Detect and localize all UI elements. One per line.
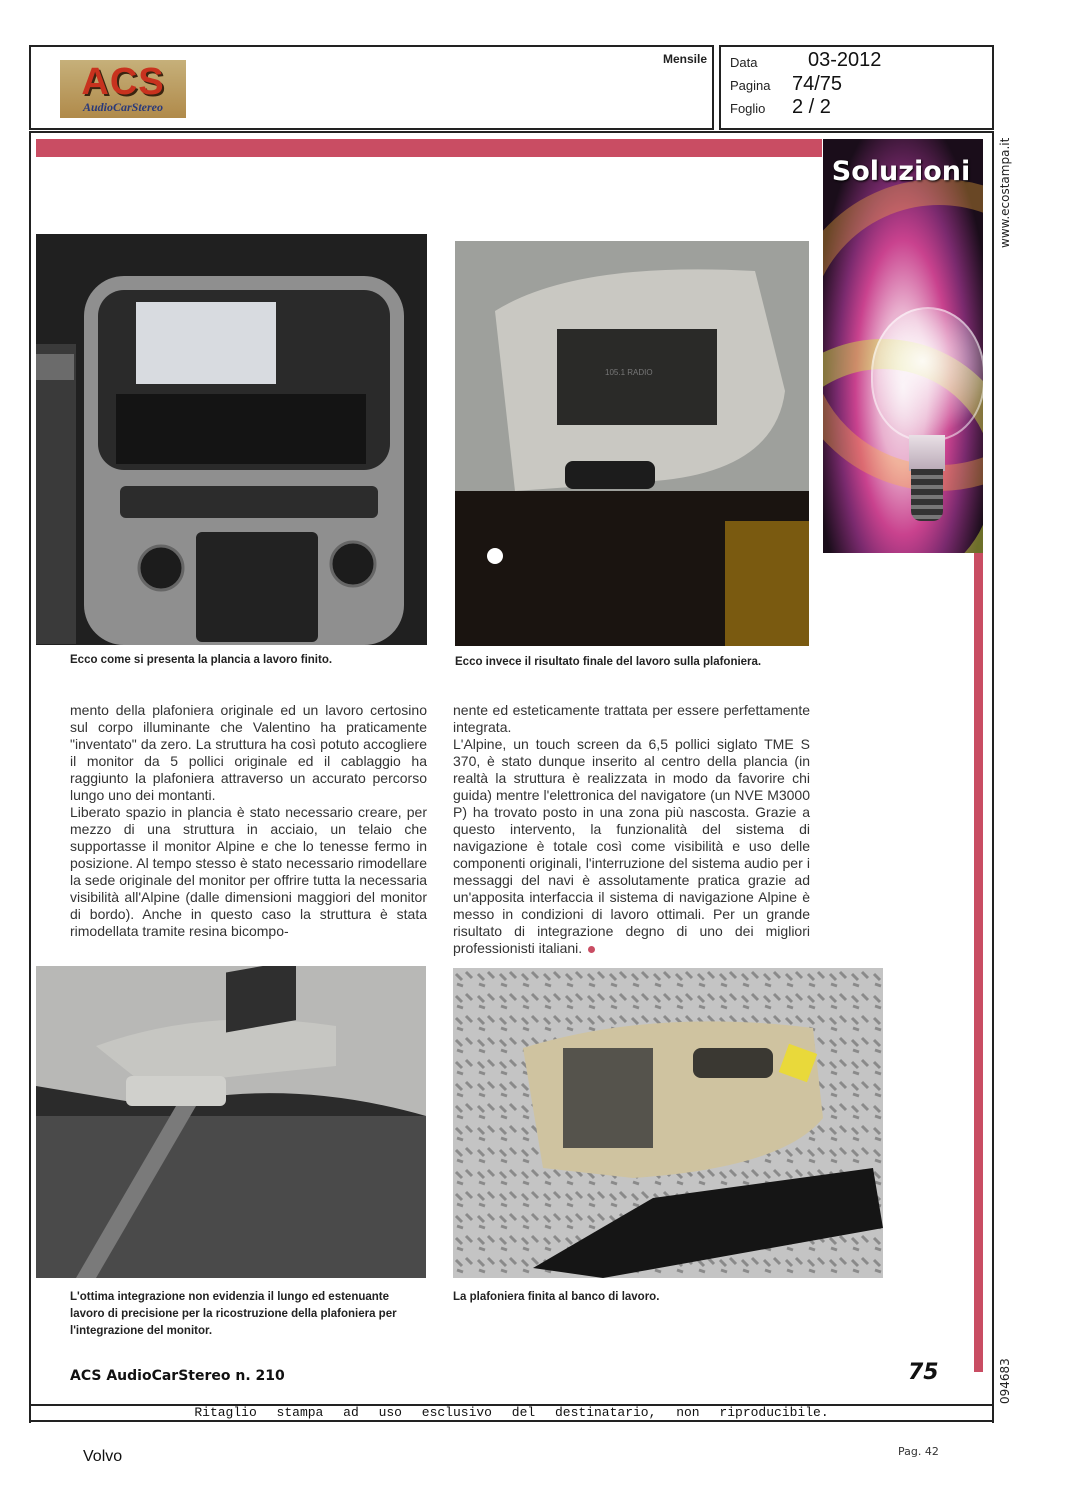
article-left-column <box>70 702 427 940</box>
date-value: 03-2012 <box>808 49 882 71</box>
brand-label: Volvo <box>83 1448 123 1465</box>
magazine-name: ACS AudioCarStereo n. 210 <box>70 1368 285 1384</box>
side-accent-bar <box>974 552 983 1372</box>
end-mark-icon <box>588 946 595 953</box>
caption-ceiling: L'ottima integrazione non evidenzia il lungo ed estenuante lavoro di precisione per la ricostruzione della plafoniera per l'integrazione del monitor. <box>70 1291 397 1337</box>
console-bench-drawing <box>453 968 883 1278</box>
article-right-p1: nente ed esteticamente trattata per essere perfettamente integrata. <box>453 702 810 735</box>
date-label: Data <box>730 55 758 70</box>
copyright-notice: Ritaglio stampa ad uso esclusivo del destinatario, non riproducibile. <box>29 1404 994 1422</box>
section-title: Soluzioni <box>831 156 971 187</box>
photo-overhead-console <box>455 241 809 646</box>
photo-ceiling <box>36 966 426 1278</box>
dashboard-drawing <box>36 234 427 645</box>
lightbulb-icon <box>871 307 983 441</box>
article-right-p2: L'Alpine, un touch screen da 6,5 pollici siglato TME S 370, è stato dunque inserito al centro della plancia (in realtà la struttura è realizzata in modo da favorire chi guida) mentre l'elettronica del navigatore (un NVE M3000 P) ha trovato posto in una zona più nascosta. Grazie a questo intervento, la funzionalità del sistema di navigazione è totale così come visibilità e uso delle componenti originali, l'interruzione del sistema audio per i messaggi del navi è assolutamente pratica grazie ad un'apposita interfaccia il sistema di navigazione Alpine è messo in condizioni di lavoro ottimali. Per un grande risultato di integrazione degno di uno dei migliori professionisti italiani. <box>453 736 810 956</box>
logo-text: ACS <box>81 61 165 103</box>
page-number: 75 <box>908 1360 939 1385</box>
logo-subtitle: AudioCarStereo <box>82 100 163 114</box>
photo-console-bench <box>453 968 883 1278</box>
page-label: Pagina <box>730 78 771 93</box>
caption-overhead-console: Ecco invece il risultato finale del lavoro sulla plafoniera. <box>455 656 762 668</box>
article-right-column <box>453 702 810 957</box>
caption-dashboard: Ecco come si presenta la plancia a lavoro finito. <box>70 654 333 666</box>
overhead-console-drawing <box>455 241 809 646</box>
screen-label: 105.1 RADIO <box>605 368 653 377</box>
photo-dashboard <box>36 234 427 645</box>
page-reference: Pag. 42 <box>898 1445 939 1458</box>
frequency-label: Mensile <box>662 52 707 66</box>
top-accent-bar <box>36 139 822 157</box>
acs-logo <box>60 60 186 118</box>
caption-console-bench: La plafoniera finita al banco di lavoro. <box>453 1291 660 1303</box>
lightbulb-illustration <box>823 139 983 553</box>
sheet-label: Foglio <box>730 101 766 116</box>
article-left-p1: mento della plafoniera originale ed un lavoro certosino sul corpo illuminante che Valentino ha praticamente "inventato" da zero. La struttura ha così potuto accogliere il monitor da 5 pollici originale ed il cablaggio ha raggiunto la plafoniera attraverso un accurato percorso lungo uno dei montanti. <box>70 702 427 803</box>
article-left-p2: Liberato spazio in plancia è stato necessario creare, per mezzo di una struttura in acciaio, un telaio che supportasse il monitor Alpine e che lo tenesse fermo in posizione. Al tempo stesso è stato necessario rimodellare la sede originale del monitor per offrire tutta la necessaria visibilità all'Alpine (dalle dimensioni maggiori del monitor di bordo). Anche in questo caso la struttura è stata rimodellata tramite resina bicompo- <box>70 804 427 939</box>
website-vertical: www.ecostampa.it <box>998 137 1012 248</box>
sheet-value: 2 / 2 <box>792 96 831 118</box>
page-value: 74/75 <box>792 73 843 95</box>
ceiling-drawing <box>36 966 426 1278</box>
code-vertical: 094683 <box>998 1358 1012 1404</box>
